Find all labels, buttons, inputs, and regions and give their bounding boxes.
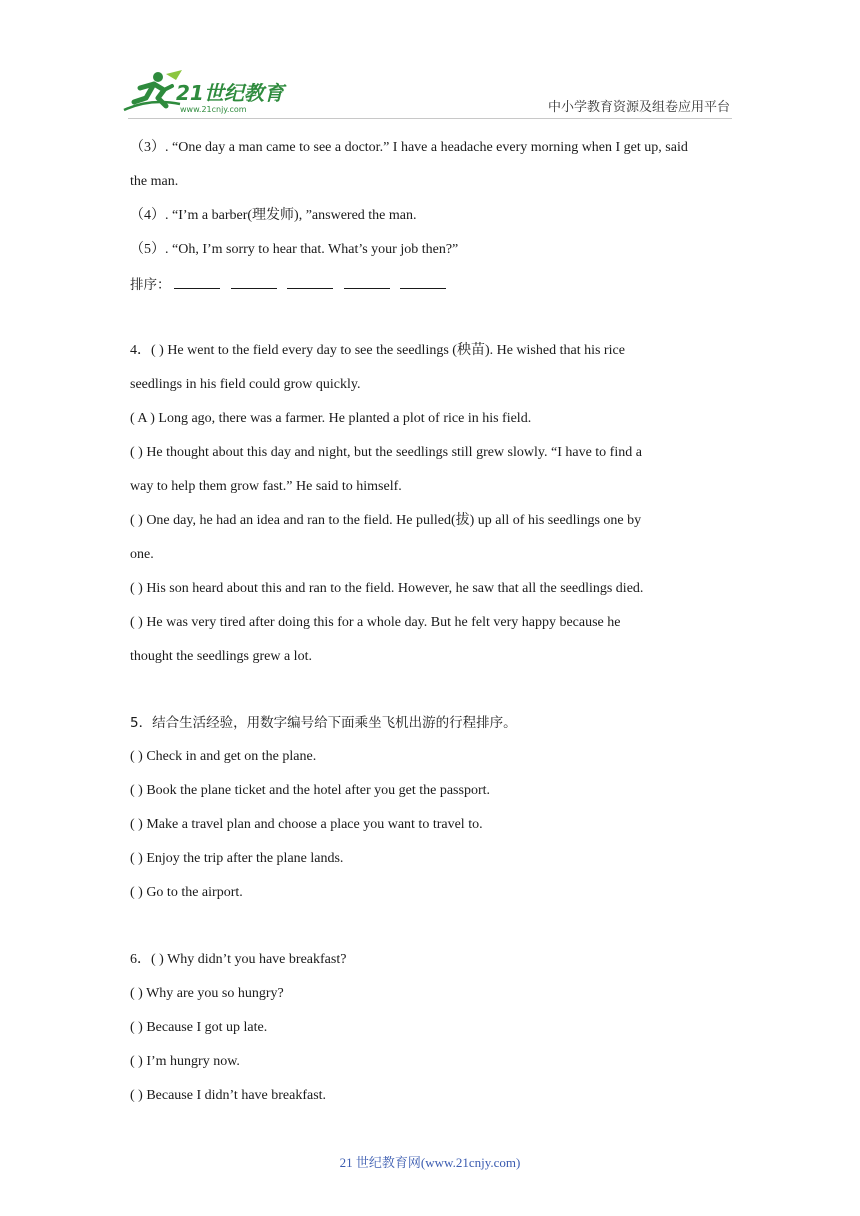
q4-line-8: ( ) His son heard about this and ran to the field. However, he saw that all the seedlings died. <box>130 581 644 596</box>
page-footer <box>0 1152 860 1171</box>
q4-line-1: 4．( ) He went to the field every day to see the seedlings (秧苗). He wished that his rice <box>130 343 625 358</box>
q4-line-3: ( A ) Long ago, there was a farmer. He planted a plot of rice in his field. <box>130 411 532 426</box>
q3-line-3: （4）. “I’m a barber(理发师), ”answered the man. <box>130 208 417 223</box>
q6-line-2: ( ) Why are you so hungry? <box>130 986 284 1001</box>
q4-line-2: seedlings in his field could grow quickly. <box>130 377 361 392</box>
logo-url: www.21cnjy.com <box>180 105 247 114</box>
q3-line-4: （5）. “Oh, I’m sorry to hear that. What’s your job then?” <box>130 242 459 257</box>
q3-line-2: the man. <box>130 174 179 189</box>
q4-line-7: one. <box>130 547 154 562</box>
q5-line-5: ( ) Go to the airport. <box>130 885 243 900</box>
answer-blank[interactable] <box>231 274 277 289</box>
q3-order-row <box>130 274 453 296</box>
q3-line-1: （3）. “One day a man came to see a doctor.” I have a headache every morning when I get up, said <box>130 140 688 155</box>
page-header <box>0 0 860 130</box>
q4-line-9: ( ) He was very tired after doing this for a whole day. But he felt very happy because he <box>130 615 621 630</box>
q4-line-10: thought the seedlings grew a lot. <box>130 649 312 664</box>
q6-line-5: ( ) Because I didn’t have breakfast. <box>130 1088 327 1103</box>
answer-blank[interactable] <box>400 274 446 289</box>
logo-text: 21世纪教育 <box>176 81 284 105</box>
q5-line-4: ( ) Enjoy the trip after the plane lands. <box>130 851 344 866</box>
header-divider <box>128 118 732 119</box>
footer-text[interactable]: 21 世纪教育网(www.21cnjy.com) <box>339 1155 521 1170</box>
answer-blank[interactable] <box>287 274 333 289</box>
answer-blank[interactable] <box>174 274 220 289</box>
answer-blank[interactable] <box>344 274 390 289</box>
q4-line-6: ( ) One day, he had an idea and ran to the field. He pulled(拔) up all of his seedlings one by <box>130 513 642 528</box>
q6-line-4: ( ) I’m hungry now. <box>130 1054 240 1069</box>
logo <box>120 68 290 116</box>
q5-title: 5．结合生活经验，用数字编号给下面乘坐飞机出游的行程排序。 <box>130 715 517 731</box>
order-label: 排序： <box>130 277 171 293</box>
q4-line-5: way to help them grow fast.” He said to himself. <box>130 479 402 494</box>
q5-line-3: ( ) Make a travel plan and choose a place you want to travel to. <box>130 817 483 832</box>
q4-line-4: ( ) He thought about this day and night, but the seedlings still grew slowly. “I have to find a <box>130 445 642 460</box>
runner-icon <box>124 70 182 110</box>
q6-line-1: 6．( ) Why didn’t you have breakfast? <box>130 952 347 967</box>
q6-line-3: ( ) Because I got up late. <box>130 1020 268 1035</box>
q5-line-1: ( ) Check in and get on the plane. <box>130 749 317 764</box>
q5-line-2: ( ) Book the plane ticket and the hotel after you get the passport. <box>130 783 491 798</box>
header-platform-text: 中小学教育资源及组卷应用平台 <box>547 100 730 115</box>
